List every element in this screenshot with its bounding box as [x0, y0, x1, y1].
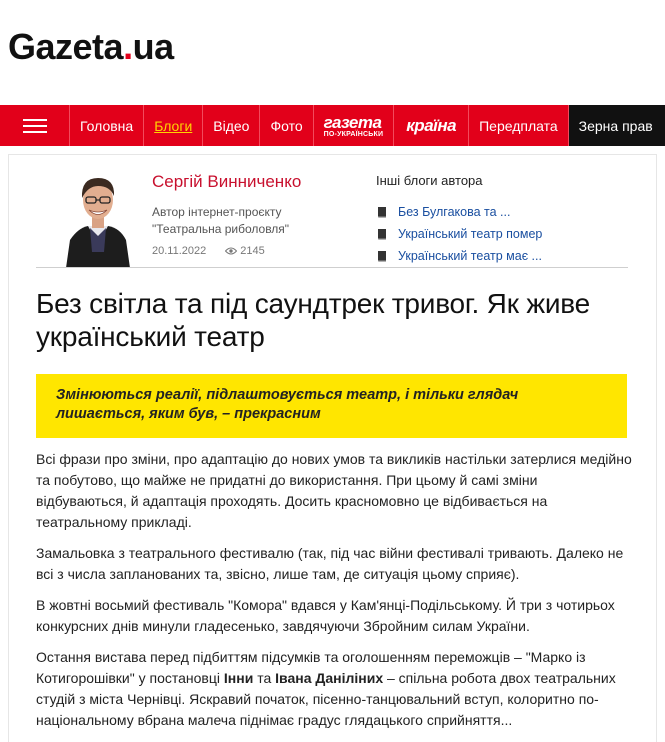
- post-meta: [152, 245, 265, 257]
- nav-item-photo[interactable]: Фото: [260, 105, 313, 146]
- article-paragraph: Остання вистава перед підбиттям підсумків та оголошенням переможців – "Марко із Котигорошівки" у постановці Інни та Івана Данілiних – спільна робота двох театральних студій з міста Чернівці. Яскравий початок, пісенно-танцювальний вступ, колоритно по-національному вбрана малеча піднімає градус глядацького сприйняття...: [36, 649, 616, 728]
- post-date: 20.11.2022: [152, 245, 207, 257]
- article-paragraph: Всі фрази про зміни, про адаптацію до нових умов та викликів настільки затерлися медійно та побутово, що майже не придатні до використання. При цьому й самі зміни відбуваються, й адаптація проходять. Досить красномовно це відбивається на театральному прикладі.: [36, 451, 632, 530]
- other-blog-link[interactable]: Український театр має ...: [376, 245, 542, 267]
- article-paragraph: Замальовка з театрального фестивалю (так, під час війни фестивалі тривають. Далеко не всі з числа запланованих та, звісно, лише там, де ситуація цьому сприяє).: [36, 545, 624, 582]
- person-name: Інни: [223, 670, 254, 686]
- nav-item-video[interactable]: Відео: [203, 105, 260, 146]
- book-icon: [376, 228, 388, 240]
- logo-text: Gazeta.ua: [8, 26, 174, 67]
- nav-item-home[interactable]: Головна: [70, 105, 144, 146]
- views-count: 2145: [225, 245, 264, 257]
- author-photo[interactable]: [64, 164, 132, 268]
- divider: [36, 267, 628, 268]
- author-name[interactable]: Сергій Винниченко: [152, 172, 302, 191]
- main-nav: [0, 105, 665, 146]
- eye-icon: [225, 247, 237, 255]
- article-paragraph: В жовтні восьмий фестиваль "Комора" вдався у Кам'янці-Подільському. Й три з чотирьох конкурсних днів минули гладесенько, завдячуючи Збройним силам України.: [36, 597, 615, 634]
- person-name: Івана Данілiних: [275, 670, 384, 686]
- other-blogs-list: [376, 201, 542, 267]
- article-lead: Змінюються реалії, підлаштовується театр, і тільки глядач лишається, яким був, – прекрасним: [36, 374, 627, 438]
- other-blog-link[interactable]: Український театр помер: [376, 223, 542, 245]
- menu-icon[interactable]: [0, 105, 70, 146]
- nav-item-subscribe[interactable]: Передплата: [469, 105, 569, 146]
- author-description: Автор інтернет-проєкту "Театральна риболовля": [152, 205, 290, 236]
- nav-gazeta-logo[interactable]: газета ПО-УКРАЇНСЬКИ: [314, 105, 395, 146]
- nav-item-promo[interactable]: Зерна прав: [569, 105, 665, 146]
- site-logo[interactable]: [8, 26, 174, 66]
- book-icon: [376, 206, 388, 218]
- article-title: Без світла та під саундтрек тривог. Як живе український театр: [36, 288, 591, 352]
- other-blog-link[interactable]: Без Булгакова та ...: [376, 201, 542, 223]
- book-icon: [376, 250, 388, 262]
- nav-item-blogs[interactable]: Блоги: [144, 105, 203, 146]
- article-body: [36, 449, 632, 741]
- other-blogs-title: Інші блоги автора: [376, 173, 483, 188]
- nav-kraina-logo[interactable]: країна: [394, 105, 469, 146]
